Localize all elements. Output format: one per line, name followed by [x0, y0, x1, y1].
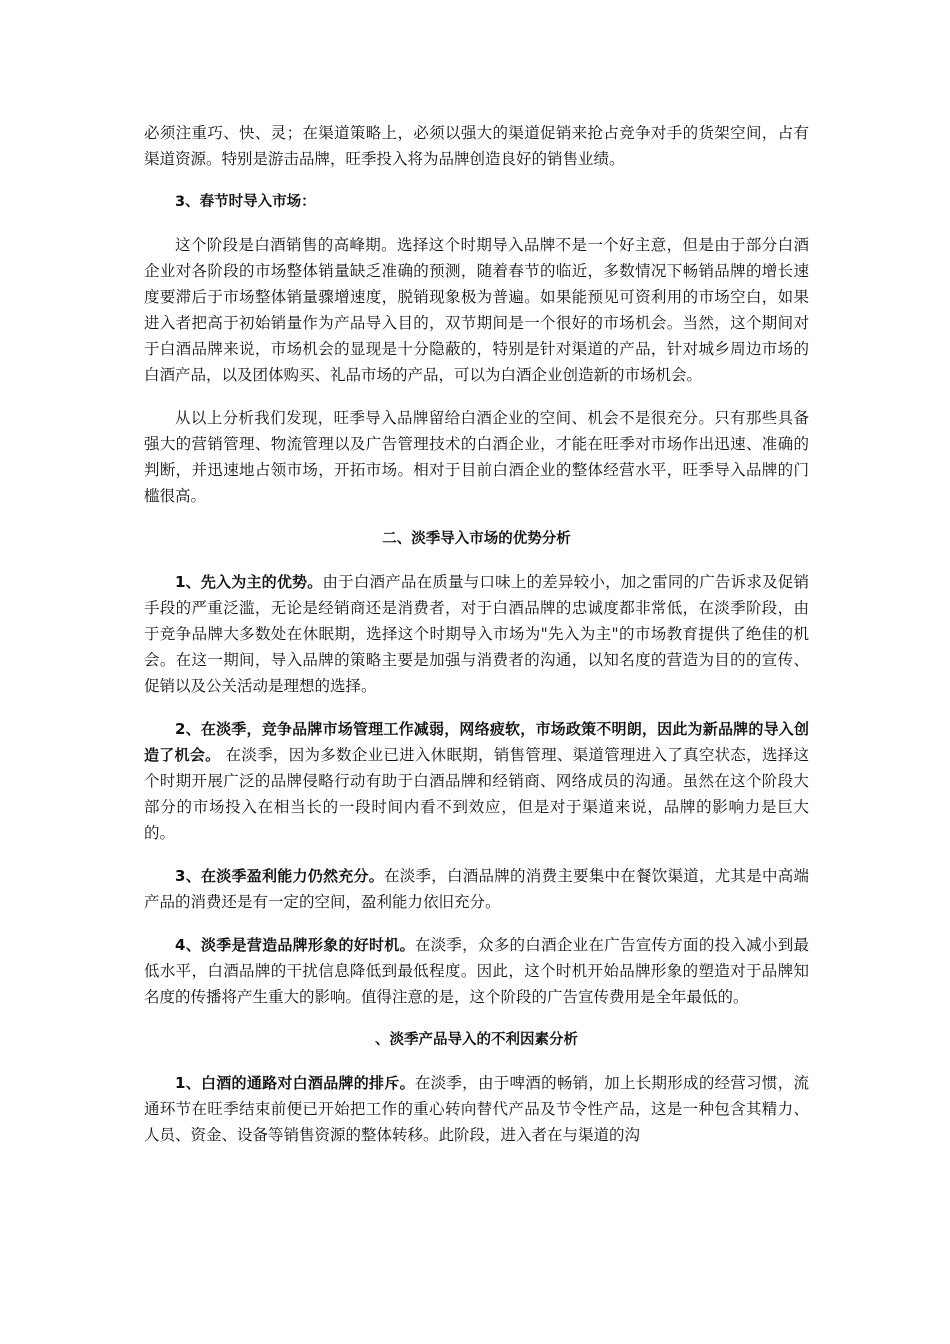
heading-spring-festival: 3、春节时导入市场：: [175, 194, 316, 210]
advantage-3-title: 3、在淡季盈利能力仍然充分。: [175, 867, 384, 885]
advantage-1-title: 1、先入为主的优势。: [175, 573, 323, 591]
advantage-2-title: 2、在淡季，竞争品牌市场管理工作减弱，网络疲软，市场政策不明朗，因此为新品牌的导入创造了机会。: [144, 720, 809, 764]
paragraph-advantage-3: [144, 863, 809, 915]
document-page: [144, 120, 809, 1148]
advantage-4-title: 4、淡季是营造品牌形象的好时机。: [175, 936, 415, 954]
disadvantage-1-title: 1、白酒的通路对白酒品牌的排斥。: [175, 1074, 415, 1092]
advantage-1-body: 由于白酒产品在质量与口味上的差异较小，加之雷同的广告诉求及促销手段的严重泛滥，无论是经销商还是消费者，对于白酒品牌的忠诚度都非常低，在淡季阶段，由于竞争品牌大多数处在休眠期，选择这个时期导入市场为"先入为主"的市场教育提供了绝佳的机会。在这一期间，导入品牌的策略主要是加强与消费者的沟通，以知名度的营造为目的的宣传、促销以及公关活动是理想的选择。: [144, 573, 809, 695]
section-heading-off-season-advantages: 二、淡季导入市场的优势分析: [382, 531, 571, 547]
advantage-3-body: 在淡季，白酒品牌的消费主要集中在餐饮渠道，尤其是中高端产品的消费还是有一定的空间，盈利能力依旧充分。: [144, 867, 809, 911]
paragraph-disadvantage-1: [144, 1070, 809, 1148]
paragraph-advantage-4: [144, 932, 809, 1010]
paragraph-advantage-2: [144, 716, 809, 846]
paragraph-analysis-summary: 从以上分析我们发现，旺季导入品牌留给白酒企业的空间、机会不是很充分。只有那些具备强大的营销管理、物流管理以及广告管理技术的白酒企业，才能在旺季对市场作出迅速、准确的判断，并迅速地占领市场，开拓市场。相对于目前白酒企业的整体经营水平，旺季导入品牌的门槛很高。: [144, 409, 809, 505]
paragraph-channel-strategy: 必须注重巧、快、灵；在渠道策略上，必须以强大的渠道促销来抢占竞争对手的货架空间，占有渠道资源。特别是游击品牌，旺季投入将为品牌创造良好的销售业绩。: [144, 124, 809, 168]
advantage-2-body: 在淡季，因为多数企业已进入休眠期，销售管理、渠道管理进入了真空状态，选择这个时期开展广泛的品牌侵略行动有助于白酒品牌和经销商、网络成员的沟通。虽然在这个阶段大部分的市场投入在相当长的一段时间内看不到效应，但是对于渠道来说，品牌的影响力是巨大的。: [144, 746, 809, 842]
paragraph-advantage-1: [144, 569, 809, 699]
disadvantage-1-body: 在淡季，由于啤酒的畅销，加上长期形成的经营习惯，流通环节在旺季结束前便已开始把工作的重心转向替代产品及节令性产品，这是一种包含其精力、人员、资金、设备等销售资源的整体转移。此阶段，进入者在与渠道的沟: [144, 1074, 809, 1144]
paragraph-peak-period: 这个阶段是白酒销售的高峰期。选择这个时期导入品牌不是一个好主意，但是由于部分白酒企业对各阶段的市场整体销量缺乏准确的预测，随着春节的临近，多数情况下畅销品牌的增长速度要滞后于市场整体销量骤增速度，脱销现象极为普遍。如果能预见可资利用的市场空白，如果进入者把高于初始销量作为产品导入目的，双节期间是一个很好的市场机会。当然，这个期间对于白酒品牌来说，市场机会的显现是十分隐蔽的，特别是针对渠道的产品，针对城乡周边市场的白酒产品，以及团体购买、礼品市场的产品，可以为白酒企业创造新的市场机会。: [144, 236, 809, 384]
advantage-4-body: 在淡季，众多的白酒企业在广告宣传方面的投入减小到最低水平，白酒品牌的干扰信息降低到最低程度。因此，这个时机开始品牌形象的塑造对于品牌知名度的传播将产生重大的影响。值得注意的是，这个阶段的广告宣传费用是全年最低的。: [144, 936, 809, 1006]
section-heading-off-season-disadvantages: 、淡季产品导入的不利因素分析: [375, 1032, 578, 1048]
